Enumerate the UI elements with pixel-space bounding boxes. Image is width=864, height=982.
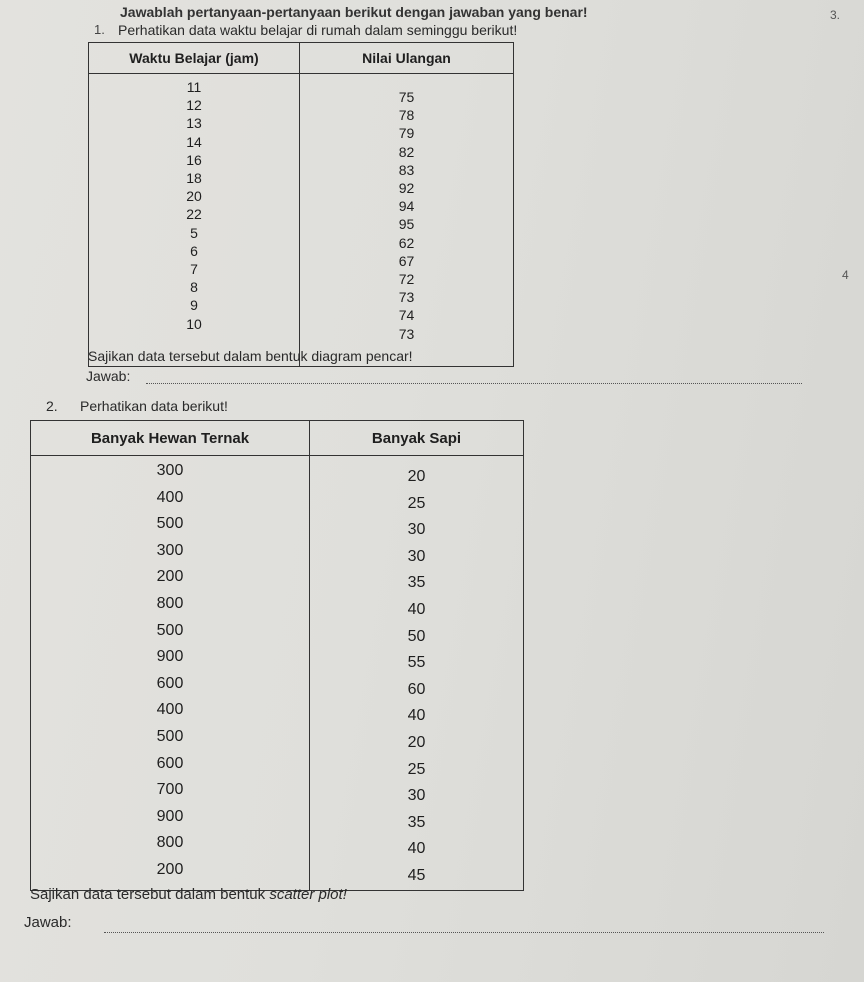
study-time-table (88, 42, 514, 367)
question-1-number: 1. (94, 22, 105, 37)
instruction-heading: Jawablah pertanyaan-pertanyaan berikut dengan jawaban yang benar! (120, 4, 588, 20)
cows-cell: 60 (407, 680, 426, 698)
study-hours-cell: 20 (186, 188, 202, 205)
study-hours-cell: 7 (190, 261, 198, 278)
test-score-cell: 82 (398, 143, 415, 160)
study-hours-cell: 12 (186, 97, 202, 114)
study-hours-column (89, 74, 300, 367)
question-1-prompt: Perhatikan data waktu belajar di rumah dalam seminggu berikut! (118, 22, 518, 38)
livestock-cell: 500 (156, 621, 184, 639)
livestock-cell: 600 (156, 674, 184, 692)
question-2-answer-label: Jawab: (24, 914, 72, 931)
study-hours-cell: 10 (186, 315, 202, 332)
test-score-cell: 83 (398, 161, 415, 178)
table-header-study-hours: Waktu Belajar (jam) (89, 43, 300, 74)
livestock-cell: 500 (156, 515, 184, 533)
livestock-cell: 800 (156, 594, 184, 612)
cows-cell: 50 (407, 627, 426, 645)
livestock-cell: 200 (156, 568, 184, 586)
cows-cell: 55 (407, 654, 426, 672)
table-header-livestock: Banyak Hewan Ternak (31, 421, 310, 456)
test-score-cell: 67 (398, 252, 415, 269)
livestock-cell: 300 (156, 541, 184, 559)
test-score-cell: 79 (398, 125, 415, 142)
study-hours-cell: 16 (186, 151, 202, 168)
livestock-column (31, 456, 310, 891)
cows-cell: 40 (407, 600, 426, 618)
test-score-cell: 74 (398, 307, 415, 324)
livestock-cell: 700 (156, 781, 184, 799)
test-score-cell: 95 (398, 216, 415, 233)
side-number-4: 4 (842, 268, 849, 282)
livestock-cell: 500 (156, 727, 184, 745)
question-2-task-text: Sajikan data tersebut dalam bentuk (30, 886, 270, 903)
cows-cell: 20 (407, 468, 426, 485)
study-hours-cell: 6 (190, 242, 198, 259)
test-score-cell: 94 (398, 198, 415, 215)
question-2-prompt: Perhatikan data berikut! (80, 398, 228, 414)
cows-cell: 45 (407, 866, 426, 884)
study-hours-cell: 11 (186, 79, 202, 95)
cows-cell: 40 (407, 840, 426, 858)
side-number-3: 3. (830, 8, 841, 22)
study-hours-cell: 13 (186, 115, 202, 132)
study-hours-cell: 9 (190, 297, 198, 314)
test-score-cell: 75 (398, 89, 415, 105)
table-header-test-score: Nilai Ulangan (300, 43, 514, 74)
study-hours-cell: 18 (186, 170, 202, 187)
test-score-cell: 73 (398, 325, 415, 342)
study-hours-cell: 5 (190, 224, 198, 241)
test-score-cell: 62 (398, 234, 415, 251)
livestock-cell: 900 (156, 648, 184, 666)
test-score-cell: 73 (398, 289, 415, 306)
cows-cell: 35 (407, 813, 426, 831)
test-score-cell: 72 (398, 271, 415, 288)
cows-cell: 25 (407, 494, 426, 512)
livestock-cell: 300 (156, 462, 184, 479)
cows-cell: 35 (407, 574, 426, 592)
question-1-task: Sajikan data tersebut dalam bentuk diagram pencar! (88, 348, 413, 364)
cows-column (310, 456, 524, 891)
question-2-number: 2. (46, 398, 58, 414)
cows-cell: 20 (407, 733, 426, 751)
study-hours-cell: 8 (190, 279, 198, 296)
livestock-cell: 600 (156, 754, 184, 772)
livestock-cell: 400 (156, 488, 184, 506)
question-1-answer-label: Jawab: (86, 368, 131, 384)
test-score-column (300, 74, 514, 367)
question-1-answer-line[interactable] (146, 383, 802, 384)
cows-cell: 30 (407, 547, 426, 565)
question-2-task (30, 886, 347, 903)
livestock-cell: 400 (156, 701, 184, 719)
table-header-cows: Banyak Sapi (310, 421, 524, 456)
test-score-cell: 92 (398, 180, 415, 197)
question-2-answer-line[interactable] (104, 932, 824, 933)
cows-cell: 30 (407, 787, 426, 805)
cows-cell: 40 (407, 707, 426, 725)
cows-cell: 25 (407, 760, 426, 778)
cows-cell: 30 (407, 521, 426, 539)
livestock-cell: 800 (156, 834, 184, 852)
question-2-task-emphasis: scatter plot! (269, 886, 347, 903)
test-score-cell: 78 (398, 107, 415, 124)
study-hours-cell: 22 (186, 206, 202, 223)
livestock-table (30, 420, 524, 891)
livestock-cell: 200 (156, 860, 184, 878)
study-hours-cell: 14 (186, 133, 202, 150)
livestock-cell: 900 (156, 807, 184, 825)
